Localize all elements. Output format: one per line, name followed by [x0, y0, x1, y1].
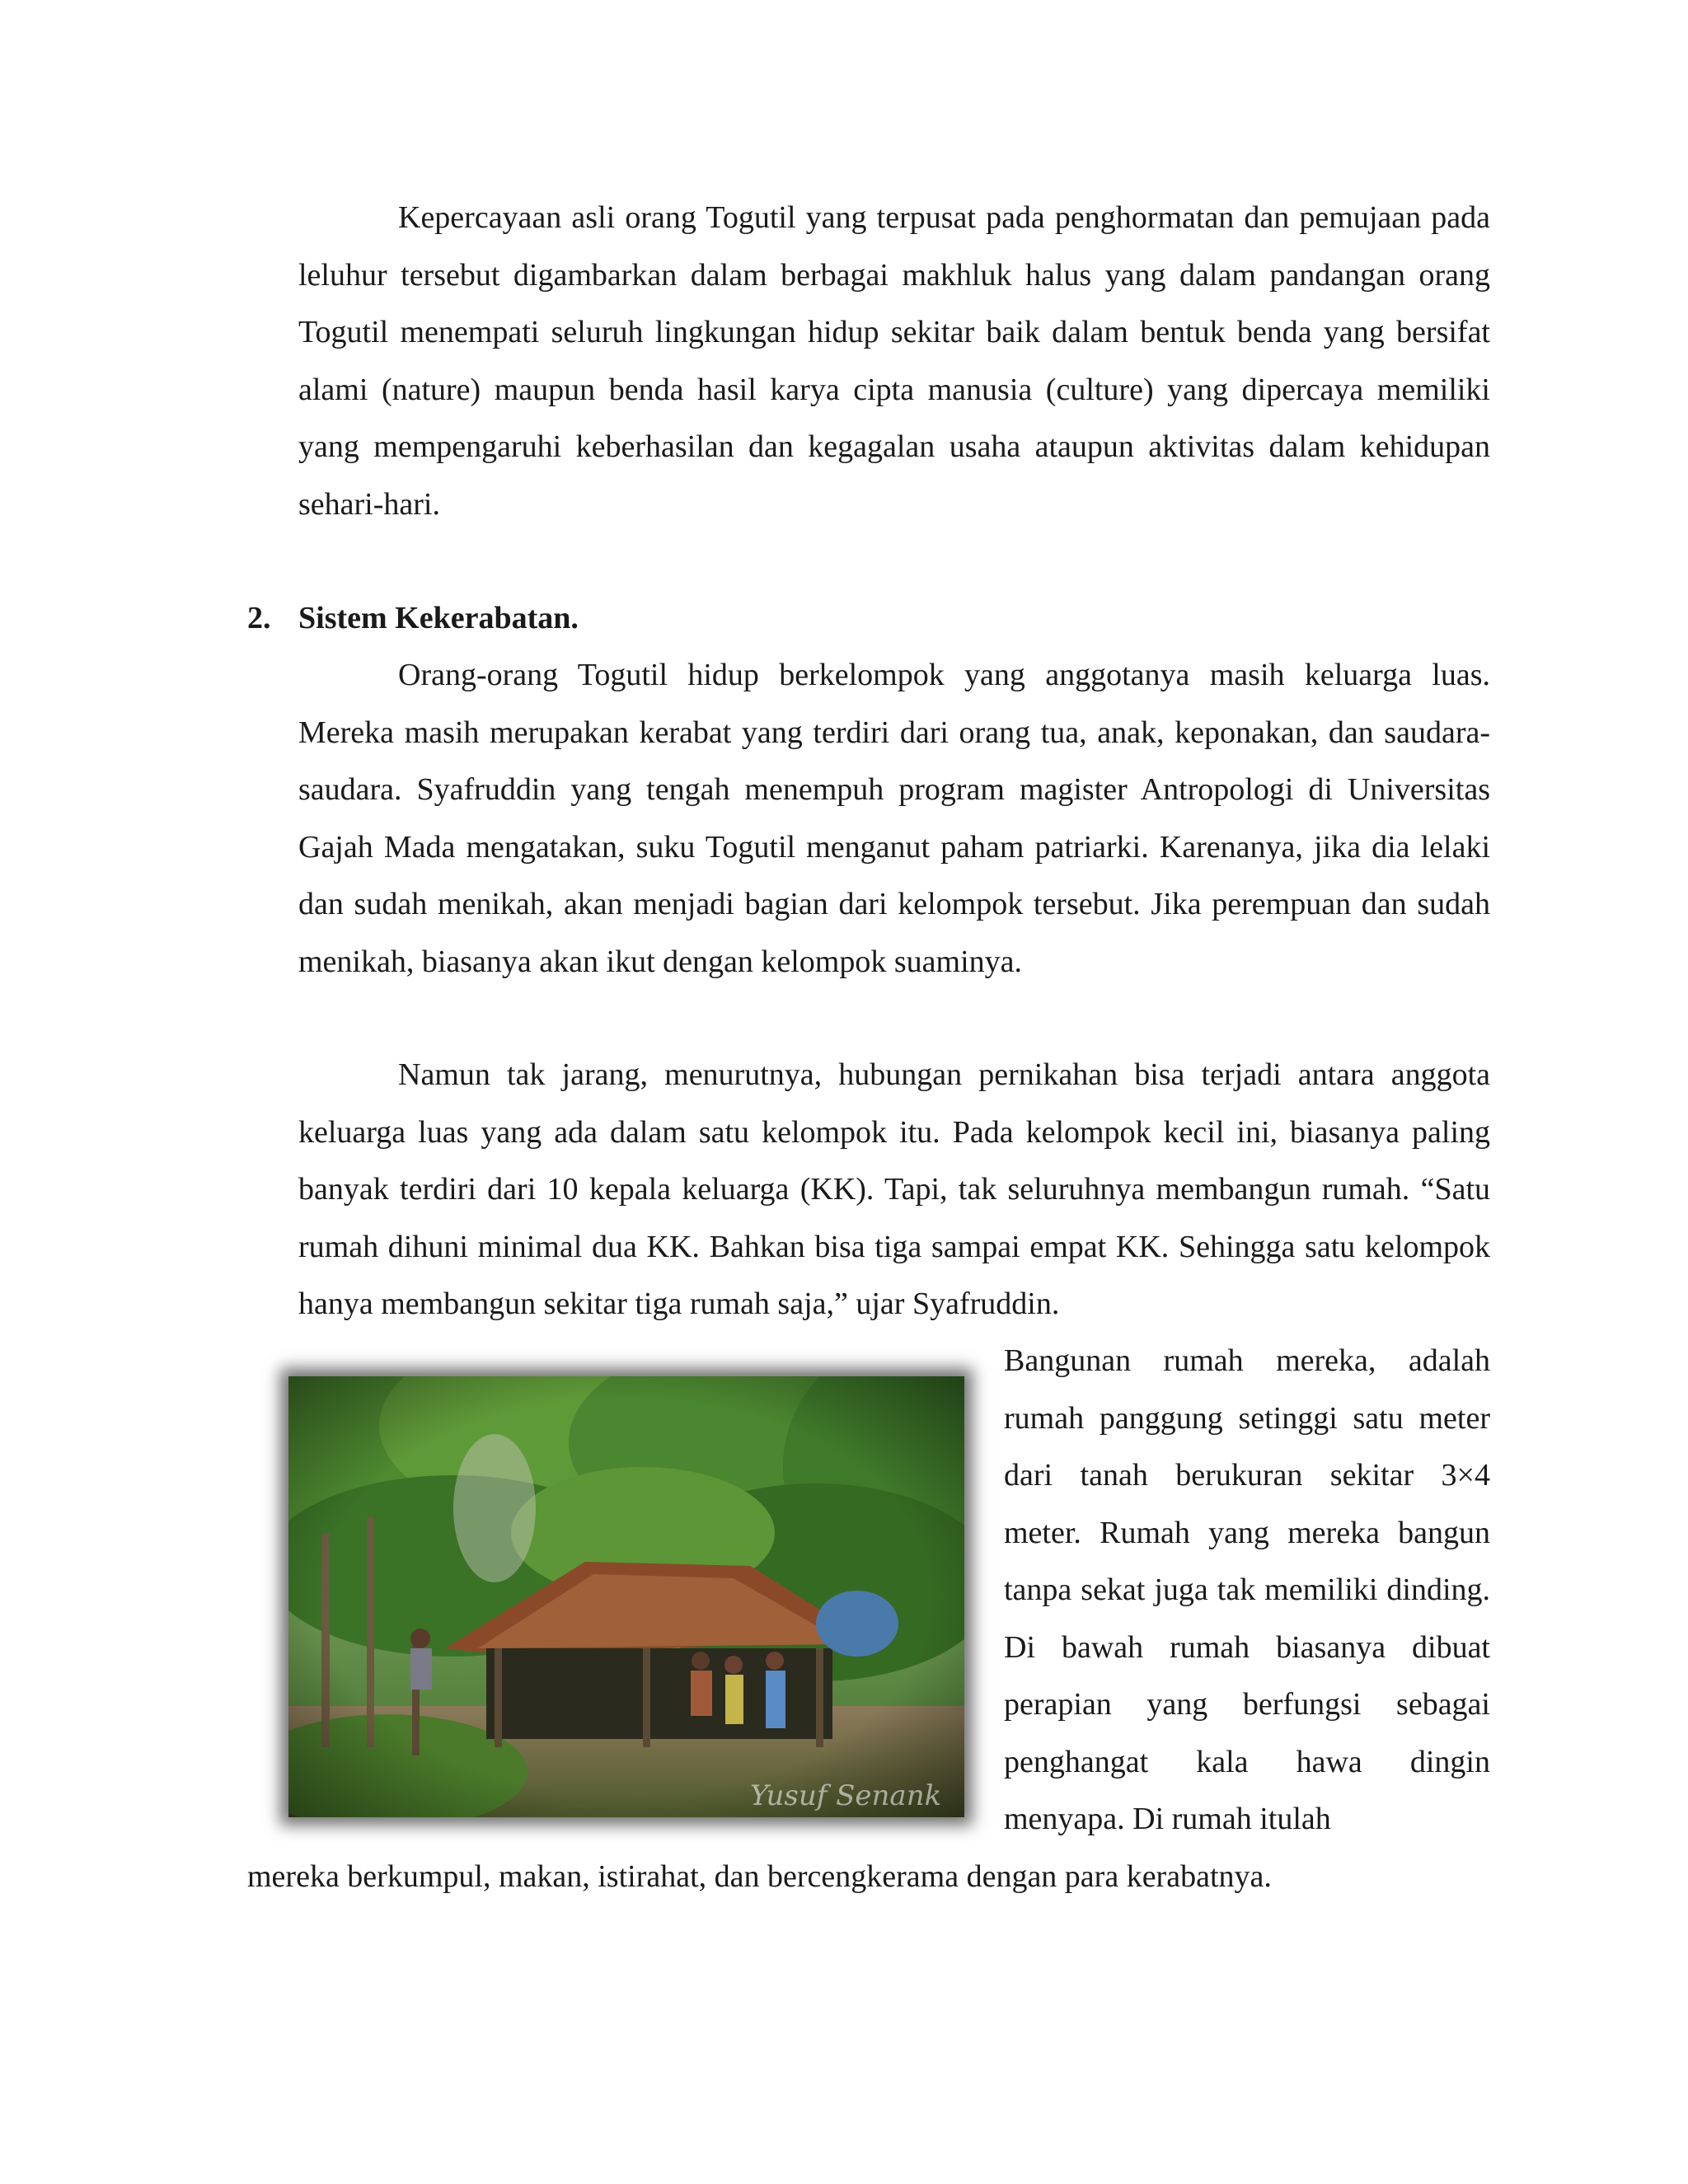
paragraph-beliefs: Kepercayaan asli orang Togutil yang terpusat pada penghormatan dan pemujaan pada leluhur tersebut digambarkan dalam berbagai makhluk halus yang dalam pandangan orang Togutil menempati seluruh lingkungan hidup sekitar baik dalam bentuk benda yang bersifat alami (nature) maupun benda hasil karya cipta manusia (culture) yang dipercaya memiliki yang mempengaruhi keberhasilan dan kegagalan usaha ataupun aktivitas dalam kehidupan sehari-hari. [298, 200, 1490, 522]
paragraph-kinship: Orang-orang Togutil hidup berkelompok yang anggotanya masih keluarga luas. Mereka masih merupakan kerabat yang terdiri dari orang tua, anak, keponakan, dan saudara-saudara. Syafruddin yang tengah menempuh program magister Antropologi di Universitas Gajah Mada mengatakan, suku Togutil menganut paham patriarki. Karenanya, jika dia lelaki dan sudah menikah, akan menjadi bagian dari kelompok tersebut. Jika perempuan dan sudah menikah, biasanya akan ikut dengan kelompok suaminya. [298, 658, 1490, 979]
section-title: Sistem Kekerabatan. [298, 601, 579, 635]
paragraph-house-wrapped: Bangunan rumah mereka, adalah rumah panggung setinggi satu meter dari tanah berukuran sekitar 3×4 meter. Rumah yang mereka bangun tanpa sekat juga tak memiliki dinding. Di bawah rumah biasanya dibuat perapian yang berfungsi sebagai penghangat kala hawa dingin menyapa. Di rumah itulah [1004, 1343, 1490, 1836]
paragraph-marriage: Namun tak jarang, menurutnya, hubungan pernikahan bisa terjadi antara anggota keluarga luas yang ada dalam satu kelompok itu. Pada kelompok kecil ini, biasanya paling banyak terdiri dari 10 kepala keluarga (KK). Tapi, tak seluruhnya membangun rumah. “Satu rumah dihuni minimal dua KK. Bahkan bisa tiga sampai empat KK. Sehingga satu kelompok hanya membangun sekitar tiga rumah saja,” ujar Syafruddin. [298, 1057, 1490, 1321]
photo-illustration [288, 1376, 964, 1817]
photo-togutil-house [288, 1376, 964, 1817]
section-heading [247, 590, 579, 648]
paragraph-house-end: mereka berkumpul, makan, istirahat, dan bercengkerama dengan para kerabatnya. [247, 1859, 1272, 1894]
photo-credit: Yusuf Senank [750, 1779, 942, 1812]
section-number: 2. [247, 601, 271, 635]
